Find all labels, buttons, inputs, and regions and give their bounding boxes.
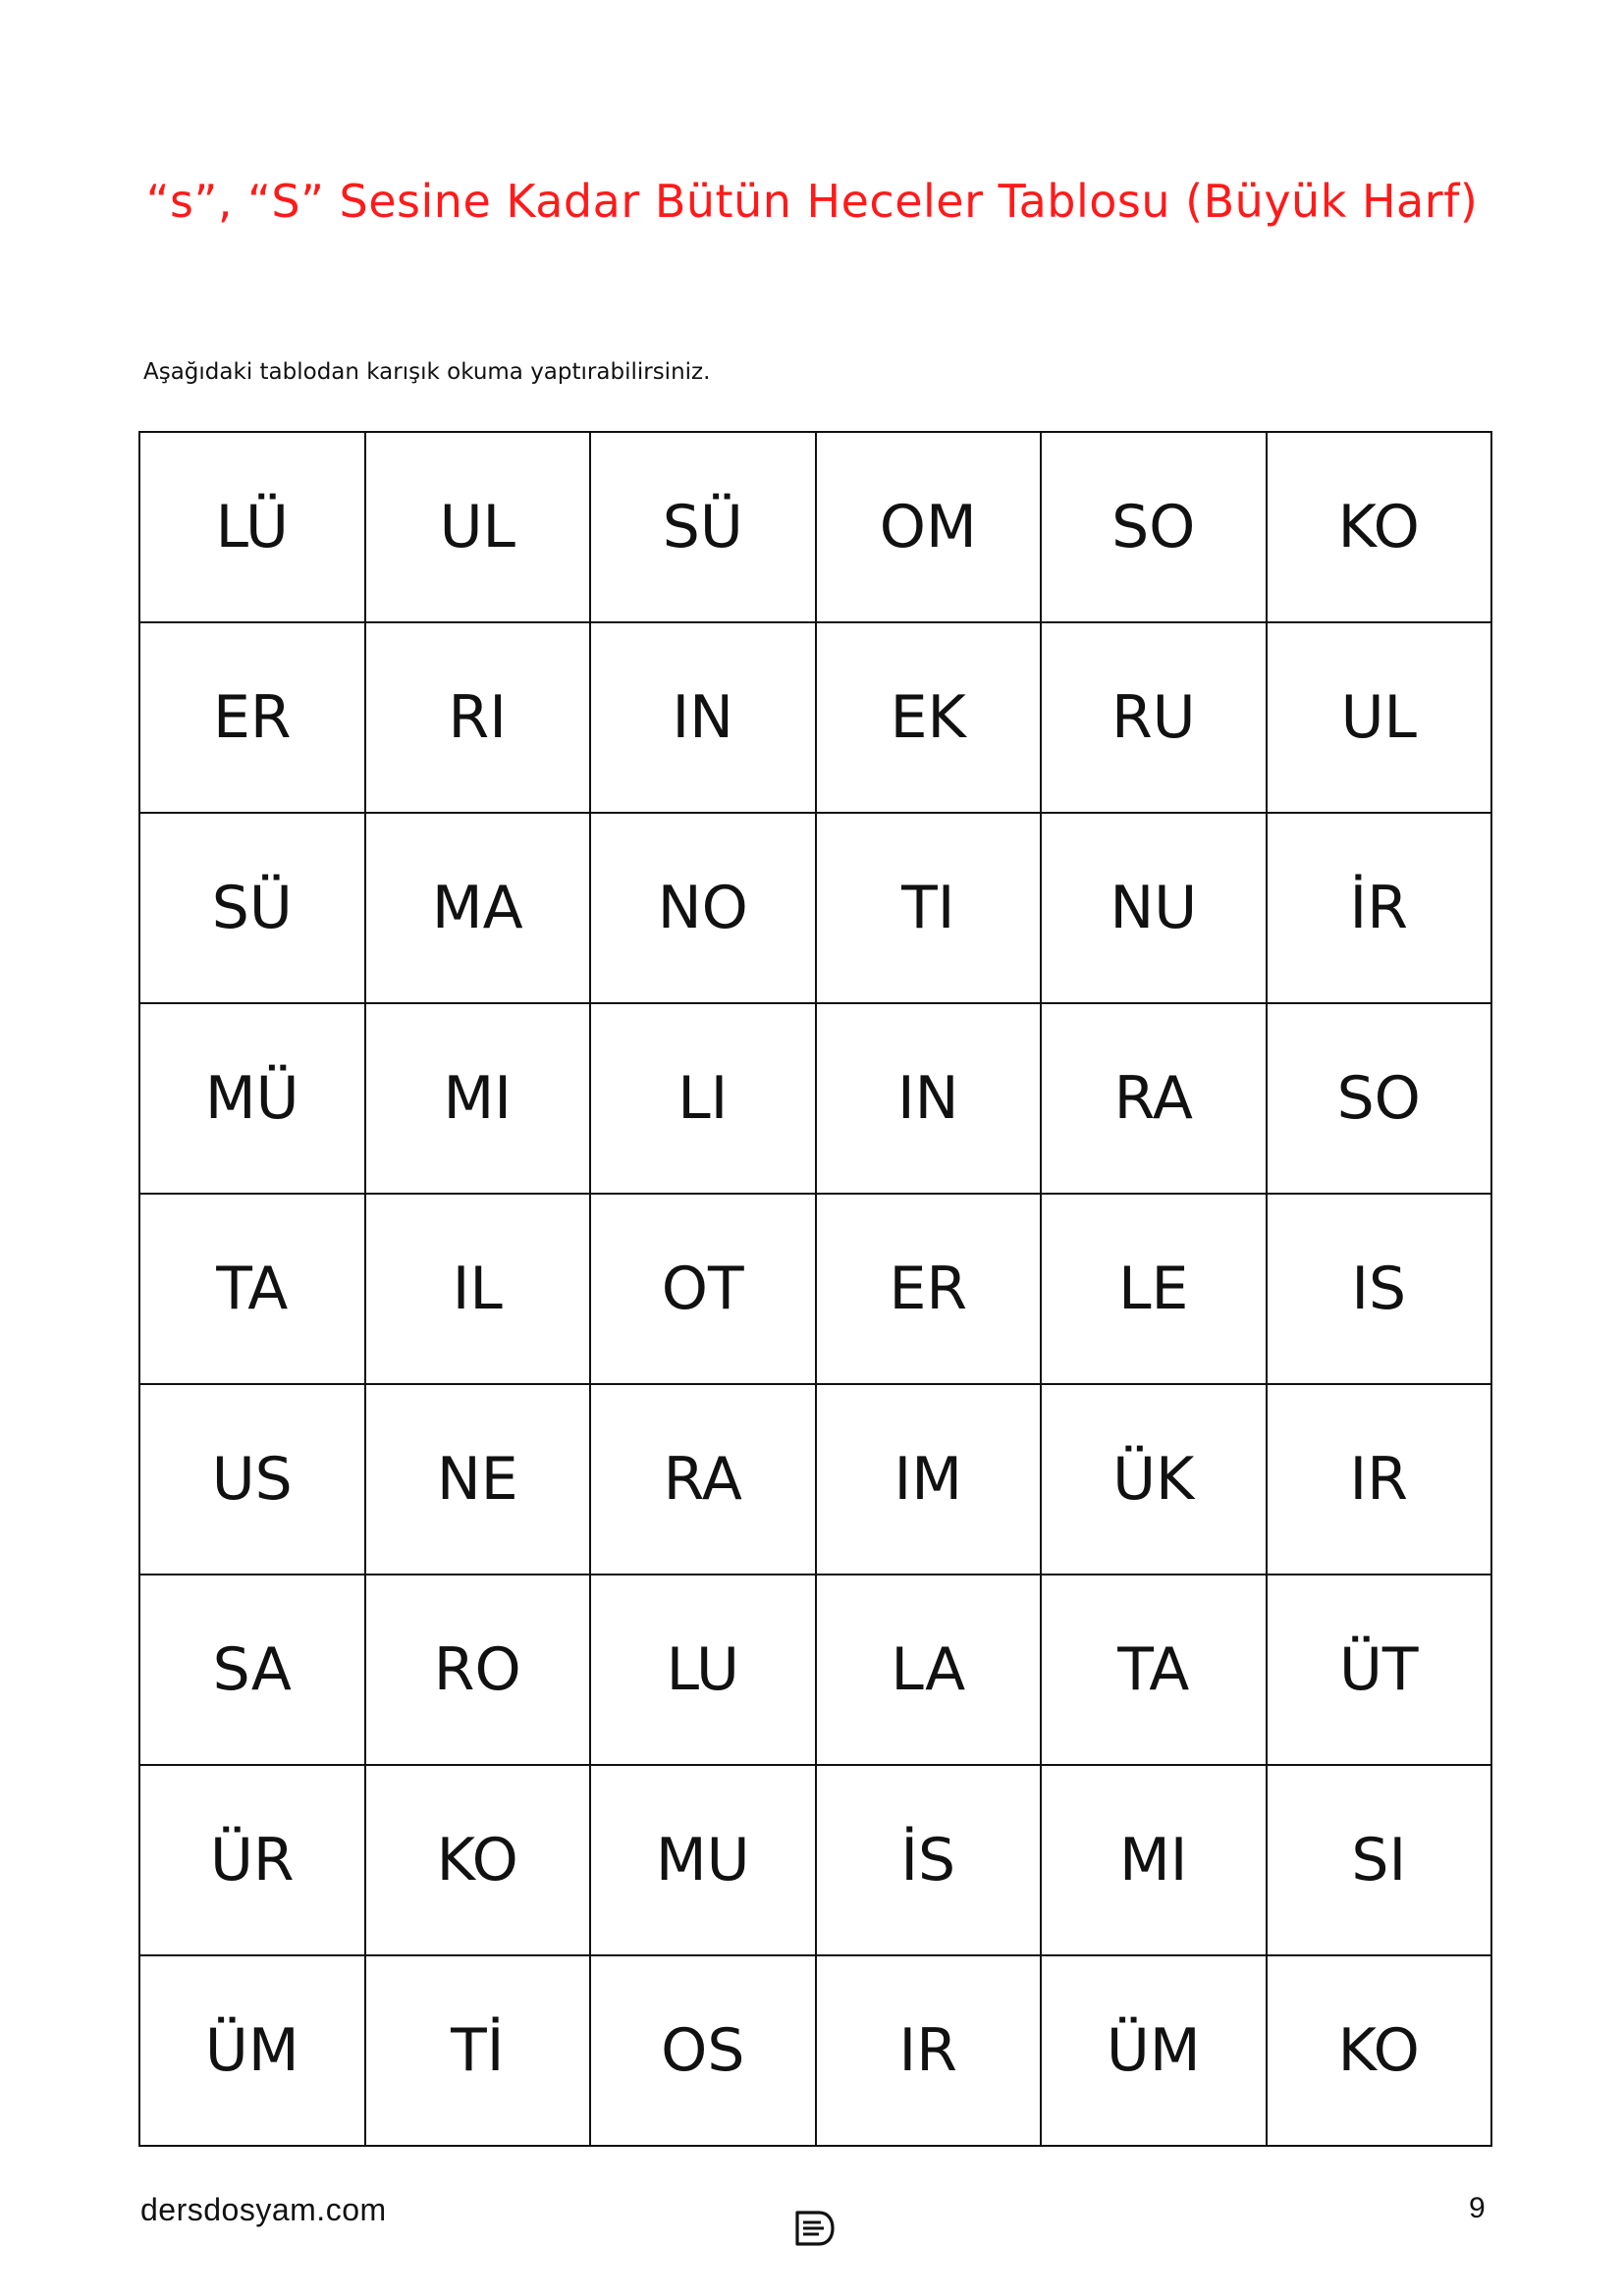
table-row	[139, 1765, 1491, 1955]
syllable-cell: SI	[1267, 1765, 1492, 1955]
page-title: “s”, “S” Sesine Kadar Bütün Heceler Tablosu (Büyük Harf)	[145, 175, 1479, 228]
syllable-cell: SA	[139, 1575, 365, 1765]
syllable-cell: MU	[590, 1765, 816, 1955]
syllable-cell: RA	[1041, 1003, 1267, 1194]
instruction-text: Aşağıdaki tablodan karışık okuma yaptırabilirsiniz.	[143, 359, 711, 385]
syllable-cell: RI	[365, 622, 591, 813]
syllable-cell: LA	[816, 1575, 1042, 1765]
syllable-cell: MÜ	[139, 1003, 365, 1194]
syllable-cell: KO	[365, 1765, 591, 1955]
table-row	[139, 1003, 1491, 1194]
syllable-cell: TA	[1041, 1575, 1267, 1765]
syllable-cell: IS	[1267, 1194, 1492, 1384]
syllable-cell: MI	[365, 1003, 591, 1194]
syllable-cell: EK	[816, 622, 1042, 813]
syllable-cell: IM	[816, 1384, 1042, 1575]
syllable-cell: LE	[1041, 1194, 1267, 1384]
syllable-cell: SO	[1041, 432, 1267, 622]
syllable-cell: OM	[816, 432, 1042, 622]
syllable-cell: İR	[1267, 813, 1492, 1003]
syllable-cell: ER	[139, 622, 365, 813]
syllable-cell: Tİ	[365, 1955, 591, 2146]
syllable-cell: IN	[816, 1003, 1042, 1194]
syllable-cell: SÜ	[590, 432, 816, 622]
syllable-cell: ÜK	[1041, 1384, 1267, 1575]
syllable-cell: MA	[365, 813, 591, 1003]
syllable-cell: IR	[1267, 1384, 1492, 1575]
syllable-cell: RA	[590, 1384, 816, 1575]
table-row	[139, 1194, 1491, 1384]
syllable-cell: LÜ	[139, 432, 365, 622]
syllable-cell: RU	[1041, 622, 1267, 813]
document-logo-icon	[791, 2209, 837, 2248]
syllable-cell: UL	[1267, 622, 1492, 813]
table-row	[139, 432, 1491, 622]
syllable-cell: ER	[816, 1194, 1042, 1384]
syllable-cell: ÜR	[139, 1765, 365, 1955]
syllable-cell: UL	[365, 432, 591, 622]
syllable-cell: IR	[816, 1955, 1042, 2146]
syllable-cell: US	[139, 1384, 365, 1575]
syllable-cell: ÜM	[139, 1955, 365, 2146]
syllable-cell: OT	[590, 1194, 816, 1384]
syllable-cell: NU	[1041, 813, 1267, 1003]
syllable-cell: KO	[1267, 1955, 1492, 2146]
syllable-cell: RO	[365, 1575, 591, 1765]
table-row	[139, 1955, 1491, 2146]
syllable-cell: NO	[590, 813, 816, 1003]
syllable-cell: OS	[590, 1955, 816, 2146]
syllable-cell: ÜT	[1267, 1575, 1492, 1765]
syllable-cell: IN	[590, 622, 816, 813]
syllable-cell: SÜ	[139, 813, 365, 1003]
footer-site-name: dersdosyam.com	[140, 2192, 387, 2227]
table-row	[139, 1575, 1491, 1765]
syllable-table	[138, 431, 1492, 2147]
syllable-cell: LI	[590, 1003, 816, 1194]
syllable-cell: MI	[1041, 1765, 1267, 1955]
syllable-cell: SO	[1267, 1003, 1492, 1194]
syllable-cell: LU	[590, 1575, 816, 1765]
syllable-cell: NE	[365, 1384, 591, 1575]
page-number: 9	[1469, 2192, 1486, 2224]
syllable-cell: ÜM	[1041, 1955, 1267, 2146]
syllable-cell: İS	[816, 1765, 1042, 1955]
syllable-cell: IL	[365, 1194, 591, 1384]
table-row	[139, 1384, 1491, 1575]
syllable-cell: TA	[139, 1194, 365, 1384]
syllable-cell: KO	[1267, 432, 1492, 622]
table-row	[139, 813, 1491, 1003]
syllable-cell: TI	[816, 813, 1042, 1003]
table-row	[139, 622, 1491, 813]
